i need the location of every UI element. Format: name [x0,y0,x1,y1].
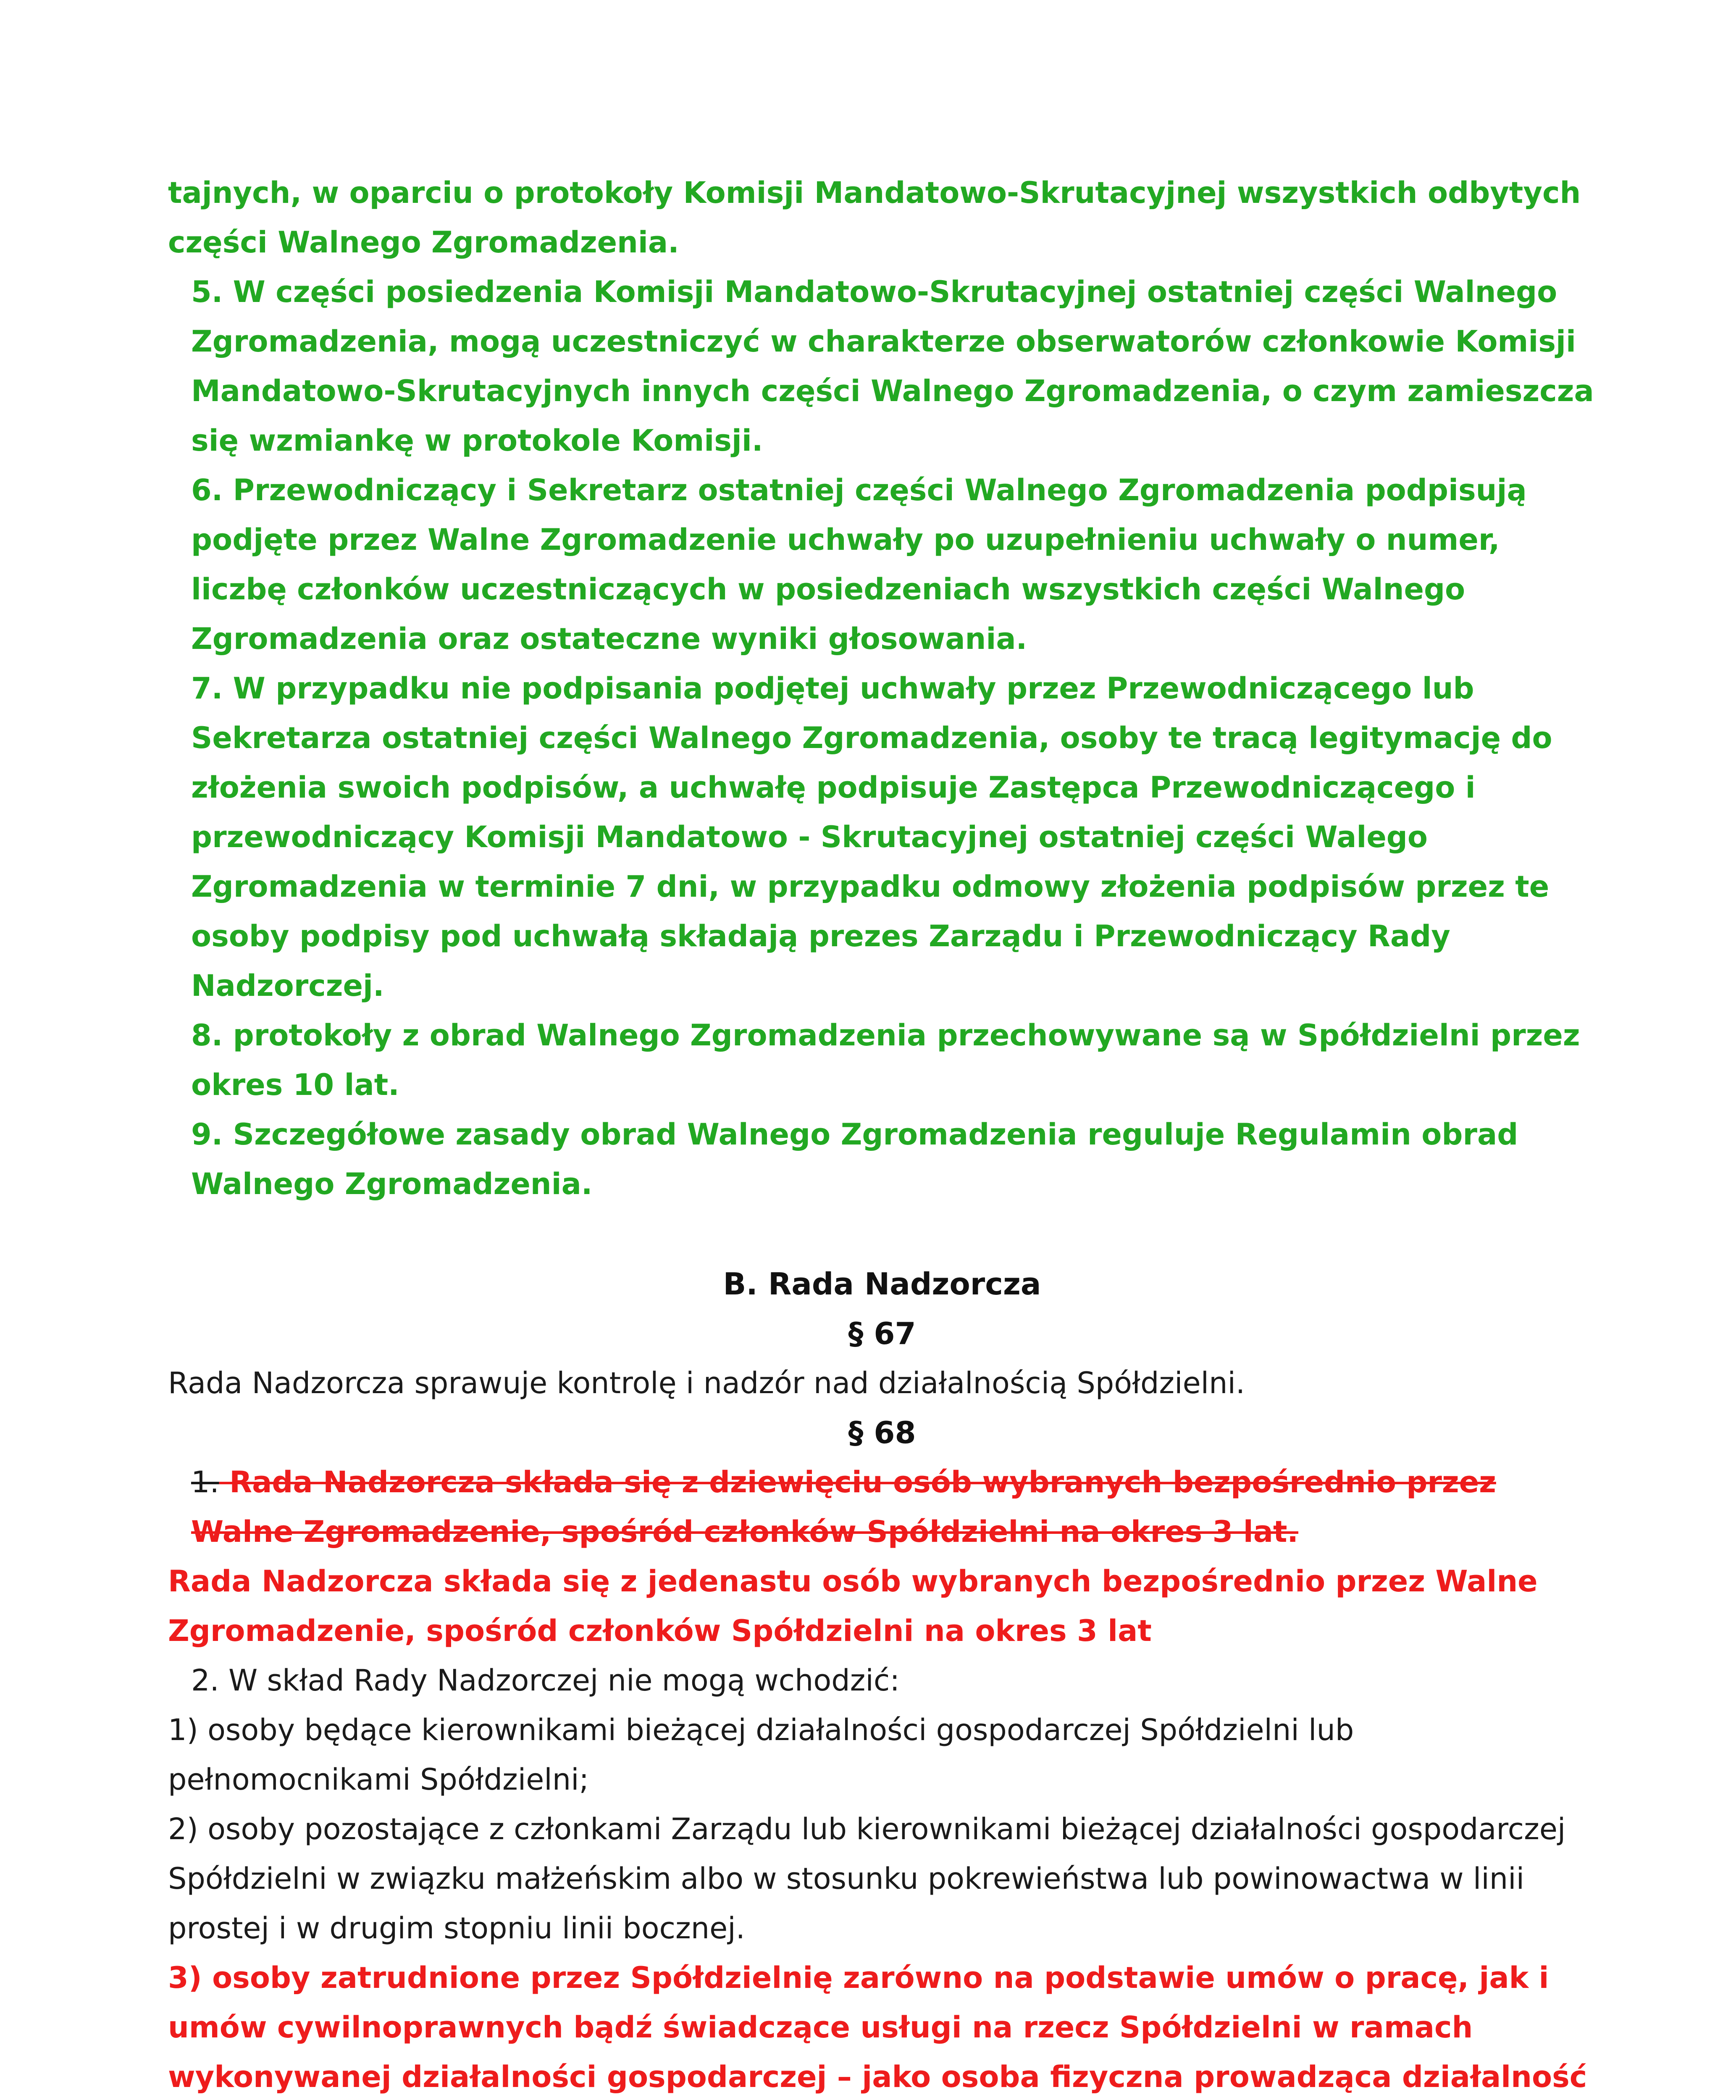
item-2: 2. W skład Rady Nadzorczej nie mogą wchodzić: [191,1663,900,1698]
paragraph-8: 8. protokoły z obrad Walnego Zgromadzenia przechowywane są w Spółdzielni przez okres 10 lat. [191,1018,1580,1102]
paragraph-9: 9. Szczegółowe zasady obrad Walnego Zgromadzenia reguluje Regulamin obrad Walnego Zgromadzenia. [191,1117,1518,1201]
text-67: Rada Nadzorcza sprawuje kontrolę i nadzór nad działalnością Spółdzielni. [168,1366,1245,1400]
paragraph-7: 7. W przypadku nie podpisania podjętej uchwały przez Przewodniczącego lub Sekretarza ostatniej części Walnego Zgromadzenia, osoby te tracą legitymację do złożenia swoich podpisów, a uchwałę podpisuje Zastępca Przewodniczącego i przewodniczący Komisji Mandatowo - Skrutacyjnej ostatniej części Walego Zgromadzenia w terminie 7 dni, w przypadku odmowy złożenia podpisów przez te osoby podpisy pod uchwałą składają prezes Zarządu i Przewodniczący Rady Nadzorczej. [191,671,1552,1003]
item-2-3-red: 3) osoby zatrudnione przez Spółdzielnię zarówno na podstawie umów o pracę, jak i umów cywilnoprawnych bądź świadczące usługi na rzecz Spółdzielni w ramach wykonywanej działalności gospodarczej – jako osoba fizyczna prowadząca działalność [168,1961,1587,2094]
section-gap [168,1209,1596,1259]
paragraph-5: 5. W części posiedzenia Komisji Mandatowo-Skrutacyjnej ostatniej części Walnego Zgromadzenia, mogą uczestniczyć w charakterze obserwatorów członkowie Komisji Mandatowo-Skrutacyjnych innych części Walnego Zgromadzenia, o czym zamieszcza się wzmiankę w protokole Komisji. [191,275,1594,458]
section-heading: B. Rada Nadzorcza [723,1266,1041,1302]
paragraph-continuation: tajnych, w oparciu o protokoły Komisji Mandatowo-Skrutacyjnej wszystkich odbytych części Walnego Zgromadzenia. [168,176,1581,260]
paragraph-mark-68: § 68 [848,1415,916,1450]
struck-number: 1. [191,1465,219,1499]
document-page [168,168,1596,2100]
item-2-1: 1) osoby będące kierownikami bieżącej działalności gospodarczej Spółdzielni lub pełnomocnikami Spółdzielni; [168,1713,1354,1797]
new-paragraph-1: Rada Nadzorcza składa się z jedenastu osób wybranych bezpośrednio przez Walne Zgromadzenie, spośród członków Spółdzielni na okres 3 lat [168,1564,1538,1648]
struck-text: Rada Nadzorcza składa się z dziewięciu osób wybranych bezpośrednio przez Walne Zgromadzenie, spośród członków Spółdzielni na okres 3 lat. [191,1465,1496,1549]
struck-paragraph-1 [168,1457,1596,1557]
paragraph-mark-67: § 67 [848,1316,916,1351]
item-2-2: 2) osoby pozostające z członkami Zarządu lub kierownikami bieżącej działalności gospodarczej Spółdzielni w związku małżeńskim albo w stosunku pokrewieństwa lub powinowactwa w linii prostej i w drugim stopniu linii bocznej. [168,1812,1566,1945]
paragraph-6: 6. Przewodniczący i Sekretarz ostatniej części Walnego Zgromadzenia podpisują podjęte przez Walne Zgromadzenie uchwały po uzupełnieniu uchwały o numer, liczbę członków uczestniczących w posiedzeniach wszystkich części Walnego Zgromadzenia oraz ostateczne wyniki głosowania. [191,473,1527,656]
